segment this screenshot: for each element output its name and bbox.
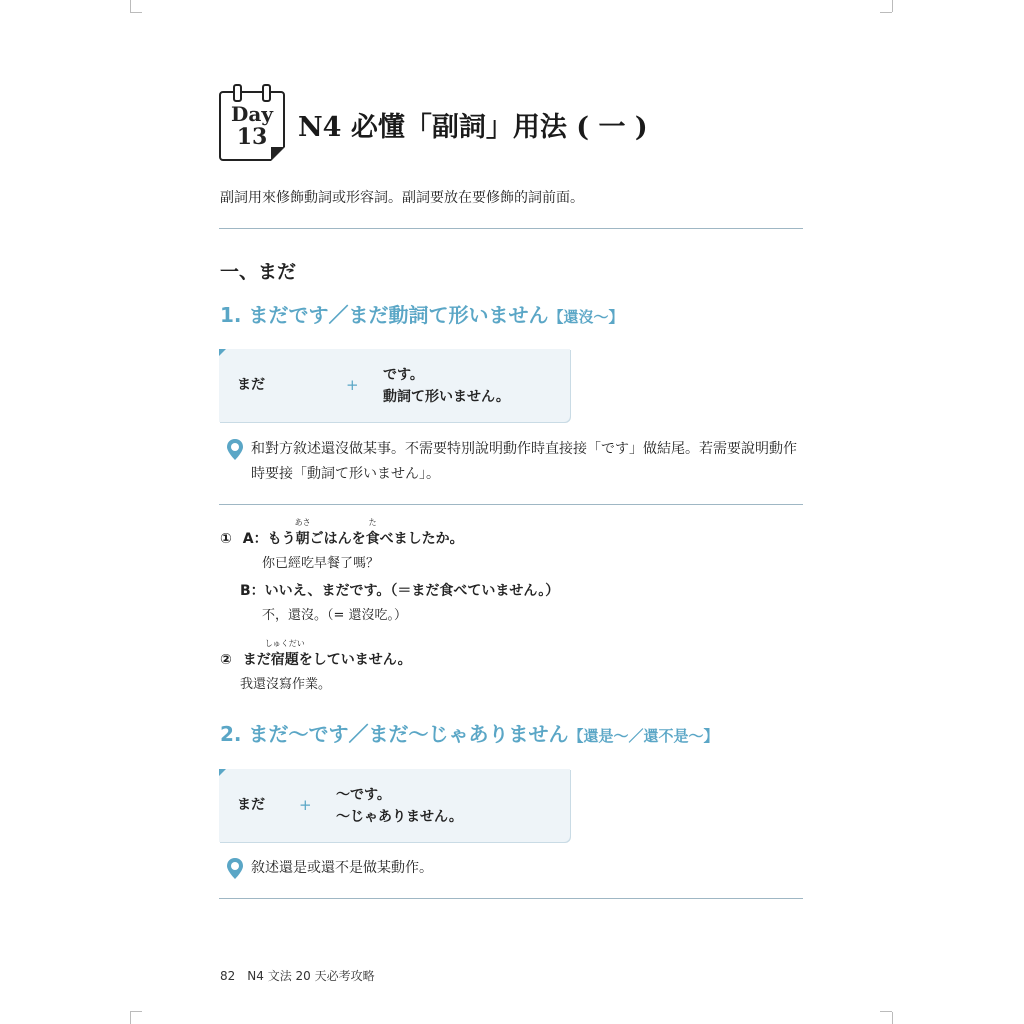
plus-icon: + [346,376,359,394]
crop-mark [880,12,892,13]
day-number: 13 [236,124,268,150]
page-footer [220,968,375,984]
sentence-part: ごはんを [309,531,366,547]
example-1-translation-a: 你已經吃早餐了嗎？ [262,556,380,571]
crop-mark [130,1011,142,1012]
sentence-part: べましたか。 [379,531,464,547]
subsection-title: 1. まだです／まだ動詞て形いません [220,303,549,327]
formula-rhs-line: です。 [383,367,424,383]
corner-triangle [219,769,226,776]
note-text: 敘述還是或還不是做某動作。 [251,860,433,876]
intro-text: 副詞用來修飾動詞或形容詞。副詞要放在要修飾的詞前面。 [220,190,584,206]
ruby-word [294,518,311,550]
formula-rhs-line: 動詞て形いません。 [383,389,510,405]
example-2-translation: 我還沒寫作業。 [240,677,332,692]
crop-mark [130,1012,131,1024]
example-1-translation-b: 不，還沒。（= 還沒吃。） [262,608,408,623]
kanji: 朝 [295,531,310,547]
subsection-meaning: 【還沒～】 [548,308,624,326]
formula-rhs-line: ～です。 [336,787,391,803]
usage-note-2 [226,856,806,882]
furigana: た [368,518,377,527]
example-1-sentence-a [220,518,464,550]
section-heading: 一、まだ [220,261,297,283]
divider [219,228,803,229]
plus-icon: + [299,796,312,814]
ruby-word [264,639,305,671]
location-pin-icon [226,438,244,462]
example-2-sentence [220,639,412,671]
subsection-heading-2 [220,719,719,751]
sentence-part: A：もう [242,531,296,547]
day-calendar-icon [219,91,285,161]
formula-lhs: まだ [237,797,265,813]
page-title: N4 必懂「副詞」用法 ( 一 ) [298,112,648,143]
divider [219,898,803,899]
crop-mark [130,0,131,12]
corner-triangle [219,349,226,356]
note-text: 和對方敘述還沒做某事。不需要特別說明動作時直接接「です」做結尾。若需要說明動作時要接「動詞て形いません」。 [251,441,797,482]
location-pin-icon [226,857,244,881]
crop-mark [892,1012,893,1024]
formula-rhs [383,364,510,408]
calendar-ring [262,84,271,102]
furigana: しゅくだい [264,639,305,648]
crop-mark [892,0,893,12]
formula-lhs: まだ [237,377,265,393]
formula-rhs-line: ～じゃありません。 [336,809,463,825]
ruby-word [365,518,380,550]
sentence-part: まだ [242,652,271,668]
subsection-heading-1 [220,300,624,332]
formula-rhs [336,784,463,828]
day-label: Day [231,102,273,126]
page-number: 82 [220,969,236,983]
example-marker: ② [220,652,232,668]
book-title: N4 文法 20 天必考攻略 [247,969,375,983]
kanji: 宿題 [270,652,299,668]
formula-box-2 [219,769,570,842]
subsection-meaning: 【還是～／還不是～】 [568,727,719,745]
furigana: あさ [294,518,311,527]
page-fold [271,147,285,161]
crop-mark [130,12,142,13]
crop-mark [880,1011,892,1012]
example-marker: ① [220,531,232,547]
subsection-title: 2. まだ～です／まだ～じゃありません [220,722,569,746]
calendar-ring [233,84,242,102]
usage-note-1 [226,437,806,489]
example-1-sentence-b: B：いいえ、まだです。（＝まだ食べていません。） [240,583,560,599]
divider [219,504,803,505]
kanji: 食 [365,531,380,547]
formula-box-1 [219,349,570,422]
sentence-part: をしていません。 [298,652,412,668]
